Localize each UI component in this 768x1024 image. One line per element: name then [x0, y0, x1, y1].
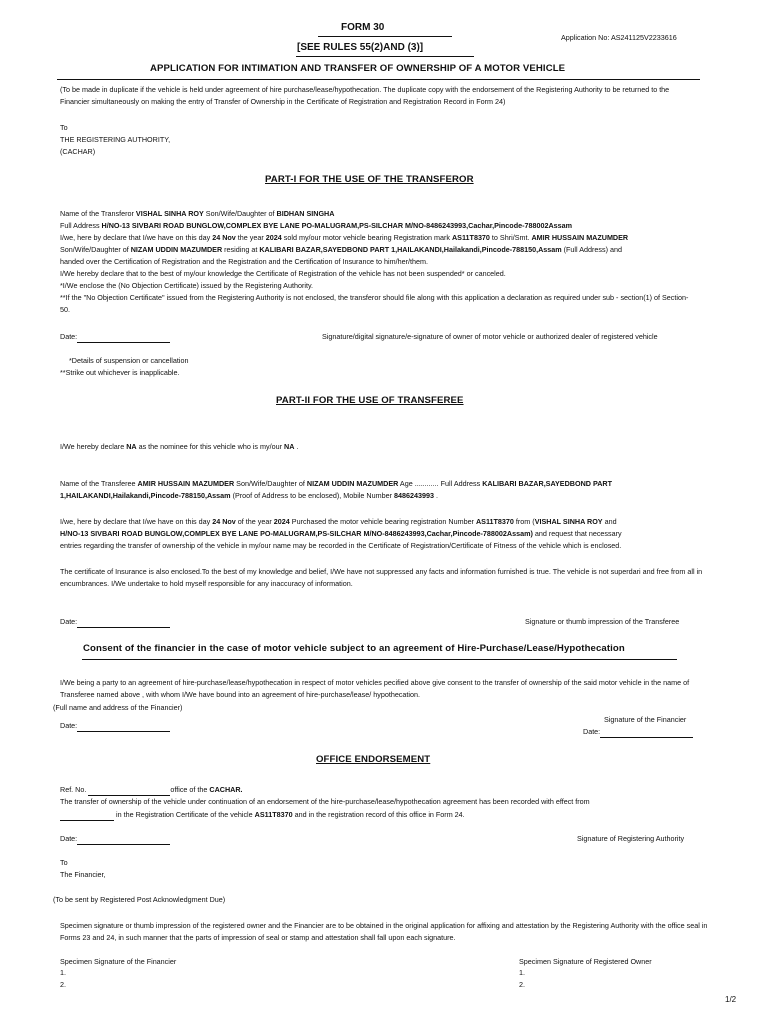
- registering-authority: THE REGISTERING AUTHORITY,: [60, 135, 171, 144]
- purchase-declaration: I/we, here by declare that I/we have on this day 24 Nov of the year 2024 Purchased the motor vehicle bearing registration Number AS11T8370 from (VISHAL SINHA ROY and H/NO-13 SIVBARI ROAD BUNGLOW,COMPLEX BYE LANE PO-MALUGRAM,PS-SILCHAR M/NO-8486243993,Cachar,Pincode-788002Assam) and request that necessary entries regarding the transfer of ownership of the vehicle in my/our name may be recorded in the Certificate of Registration/Certificate of Fitness of the vehicle which is enclosed.: [60, 517, 622, 550]
- transferor-address: H/NO-13 SIVBARI ROAD BUNGLOW,COMPLEX BYE LANE PO-MALUGRAM,PS-SILCHAR M/NO-8486243993,Cachar,Pincode-788002Assam: [101, 221, 573, 230]
- transferor-line-8: **If the "No Objection Certificate" issued from the Registering Authority is not enclosed, the transferor should file along with this application a declaration as required under sub - section(1) of Section-50.: [60, 293, 689, 314]
- insurance-declaration: The certificate of Insurance is also enclosed.To the best of my knowledge and belief, I/We have not suppressed any facts and information furnished is true. The vehicle is not superdari and free from all in encumbrances. I/We undertake to hold myself responsible for any inaccuracy of information.: [60, 567, 703, 588]
- financier-label: The Financier,: [60, 870, 106, 879]
- endorsement-text-2: in the Registration Certificate of the vehicle AS11T8370 and in the registration record of this office in Form 24.: [60, 809, 465, 821]
- form-number: FORM 30: [341, 22, 385, 33]
- rules-reference: [SEE RULES 55(2)AND (3)]: [297, 42, 424, 53]
- part1-title: PART-I FOR THE USE OF THE TRANSFEROR: [265, 174, 474, 185]
- transferee-details: Name of the Transferee AMIR HUSSAIN MAZUMDER Son/Wife/Daughter of NIZAM UDDIN MAZUMDER Age ............ Full Address KALIBARI BAZAR,SAYEDBOND PART 1,HAILAKANDI,Hailakandi,Pincode-788150,Assam (Proof of Address to be enclosed), Mobile Number 8486243993 .: [60, 479, 612, 500]
- registered-post-note: (To be sent by Registered Post Acknowledgment Due): [53, 895, 226, 904]
- part2-date: Date:: [60, 616, 170, 628]
- intro-text: (To be made in duplicate if the vehicle is held under agreement of hire purchase/lease/hypothecation. The duplicate copy with the endorsement of the Registering Authority to be returned to the Financier simultaneously on making the entry of Transfer of Ownership in the Certificate of Registration and Registration Record in Form 24): [60, 85, 670, 106]
- financier-date: Date:: [583, 726, 693, 738]
- transferor-line-5: handed over the Certification of Registration and the Registration and the Certification of Insurance to him/her/them.: [60, 257, 428, 266]
- rules-rule: [296, 56, 474, 57]
- ref-number-line: Ref. No. office of the CACHAR.: [60, 785, 243, 794]
- specimen-text: Specimen signature or thumb impression of the registered owner and the Financier are to be obtained in the original application for affixing and attestation by the Registering Authority with the office seal in Forms 23 and 24, in such manner that the parts of impression of seal or stamp and attestation shall fall upon each signature.: [60, 921, 708, 942]
- form-title: APPLICATION FOR INTIMATION AND TRANSFER OF OWNERSHIP OF A MOTOR VEHICLE: [150, 63, 566, 74]
- transferor-name: VISHAL SINHA ROY: [135, 209, 204, 218]
- authority-signature: Signature of Registering Authority: [577, 834, 685, 843]
- consent-text: I/We being a party to an agreement of hire-purchase/lease/hypothecation in respect of motor vehicles pecified above give consent to the transfer of ownership of the said motor vehicle in the name of Transferee named above , with whom I/We have bound into an agreement of hire-purchase/lease/ hypothecation.: [60, 678, 690, 699]
- transferee-signature: Signature or thumb impression of the Transferee: [525, 617, 680, 626]
- note-strike-out: **Strike out whichever is inapplicable.: [60, 368, 180, 377]
- owner-sig-2: 2.: [519, 980, 525, 989]
- consent-date: Date:: [60, 720, 170, 732]
- transferor-line-7: *I/We enclose the (No Objection Certificate) issued by the Registering Authority.: [60, 281, 314, 290]
- transferor-line-1: Name of the Transferor VISHAL SINHA ROY Son/Wife/Daughter of BIDHAN SINGHA: [60, 209, 335, 218]
- financier-full-name: (Full name and address of the Financier): [53, 703, 183, 712]
- transferor-line-3: I/we, here by declare that I/we have on this day 24 Nov the year 2024 sold my/our motor vehicle bearing Registration mark AS11T8370 to Shri/Smt. AMIR HUSSAIN MAZUMDER: [60, 233, 629, 242]
- part1-date-field[interactable]: [77, 342, 170, 343]
- to-financier-label: To: [60, 858, 68, 867]
- registration-number: AS11T8370: [451, 233, 490, 242]
- effect-date-field[interactable]: [60, 820, 114, 821]
- part1-date: Date:: [60, 331, 170, 343]
- mobile-number: 8486243993: [393, 491, 434, 500]
- consent-date-field[interactable]: [77, 731, 170, 732]
- to-label: To: [60, 123, 68, 132]
- note-suspension: *Details of suspension or cancellation: [69, 356, 189, 365]
- title-rule: [57, 79, 700, 80]
- owner-sig-1: 1.: [519, 968, 525, 977]
- specimen-financier-label: Specimen Signature of the Financier: [60, 957, 177, 966]
- transferor-line-6: I/We hereby declare that to the best of my/our knowledge the Certificate of Registration of the vehicle has not been suspended* or canceled.: [60, 269, 506, 278]
- endorsement-title: OFFICE ENDORSEMENT: [316, 754, 431, 765]
- financier-signature: Signature of the Financier: [604, 715, 687, 724]
- financier-sig-2: 2.: [60, 980, 66, 989]
- endorsement-text-1: The transfer of ownership of the vehicle under continuation of an endorsement of the hire-purchase/lease/hypothecation agreement has been recorded with effect from: [60, 797, 590, 806]
- district: (CACHAR): [60, 147, 96, 156]
- part1-signature: Signature/digital signature/e-signature of owner of motor vehicle or authorized dealer of registered vehicle: [322, 332, 658, 341]
- consent-title-rule: [82, 659, 677, 660]
- specimen-owner-label: Specimen Signature of Registered Owner: [519, 957, 652, 966]
- endorsement-date-field[interactable]: [77, 844, 170, 845]
- form-number-rule: [318, 36, 452, 37]
- part2-title: PART-II FOR THE USE OF TRANSFEREE: [276, 395, 464, 406]
- nominee-line: I/We hereby declare NA as the nominee for this vehicle who is my/our NA .: [60, 442, 299, 451]
- application-number: Application No: AS241125V2233616: [561, 33, 677, 42]
- page-number: 1/2: [725, 995, 737, 1004]
- endorsement-date: Date:: [60, 833, 170, 845]
- transferor-line-2: Full Address H/NO-13 SIVBARI ROAD BUNGLOW,COMPLEX BYE LANE PO-MALUGRAM,PS-SILCHAR M/NO-8486243993,Cachar,Pincode-788002Assam: [60, 221, 573, 230]
- consent-title: Consent of the financier in the case of motor vehicle subject to an agreement of Hire-Purchase/Lease/Hypothecation: [83, 643, 625, 654]
- transferor-line-4: Son/Wife/Daughter of NIZAM UDDIN MAZUMDER residing at KALIBARI BAZAR,SAYEDBOND PART 1,HAILAKANDI,Hailakandi,Pincode-788150,Assam (Full Address) and: [60, 245, 622, 254]
- transferor-parent: BIDHAN SINGHA: [276, 209, 335, 218]
- financier-date-field[interactable]: [600, 737, 693, 738]
- financier-sig-1: 1.: [60, 968, 66, 977]
- part2-date-field[interactable]: [77, 627, 170, 628]
